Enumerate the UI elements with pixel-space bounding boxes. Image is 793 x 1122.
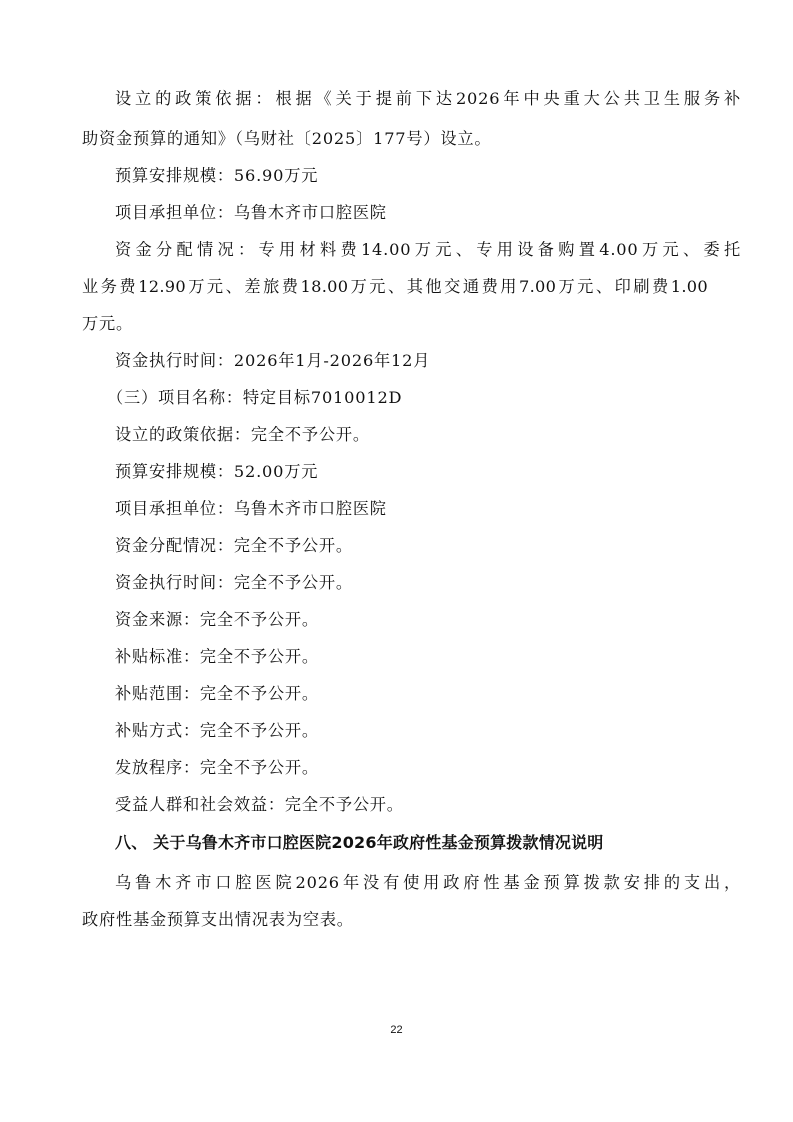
section-heading: 八、 关于乌鲁木齐市口腔医院2026年政府性基金预算拨款情况说明 [115, 833, 604, 852]
fund-allocation-line-2: 业务费12.90万元、差旅费18.00万元、其他交通费用7.00万元、印刷费1.00 [82, 277, 708, 296]
section-body-line-2: 政府性基金预算支出情况表为空表。 [82, 910, 354, 929]
project-title: （三）项目名称：特定目标7010012D [107, 388, 403, 407]
fund-allocation-line-1: 资金分配情况：专用材料费14.00万元、专用设备购置4.00万元、委托 [115, 240, 741, 259]
section-body-line-1: 乌鲁木齐市口腔医院2026年没有使用政府性基金预算拨款安排的支出， [115, 873, 741, 892]
subsidy-range: 补贴范围：完全不予公开。 [115, 684, 319, 703]
execution-time: 资金执行时间：2026年1月-2026年12月 [115, 351, 431, 370]
distribution-procedure: 发放程序：完全不予公开。 [115, 758, 319, 777]
subsidy-method: 补贴方式：完全不予公开。 [115, 721, 319, 740]
fund-allocation: 资金分配情况：完全不予公开。 [115, 536, 353, 555]
budget-scale: 预算安排规模：52.00万元 [115, 462, 319, 481]
policy-basis-line-2: 助资金预算的通知》（乌财社〔2025〕177号）设立。 [82, 129, 492, 148]
fund-allocation-line-3: 万元。 [82, 314, 133, 333]
subsidy-standard: 补贴标准：完全不予公开。 [115, 647, 319, 666]
execution-time: 资金执行时间：完全不予公开。 [115, 573, 353, 592]
project-unit: 项目承担单位：乌鲁木齐市口腔医院 [115, 499, 387, 518]
policy-basis-line-1: 设立的政策依据：根据《关于提前下达2026年中央重大公共卫生服务补 [115, 89, 741, 108]
budget-scale: 预算安排规模：56.90万元 [115, 166, 319, 185]
policy-basis: 设立的政策依据：完全不予公开。 [115, 425, 370, 444]
page-number: 22 [390, 1024, 403, 1036]
beneficiaries: 受益人群和社会效益：完全不予公开。 [115, 795, 404, 814]
fund-source: 资金来源：完全不予公开。 [115, 610, 319, 629]
project-unit: 项目承担单位：乌鲁木齐市口腔医院 [115, 203, 387, 222]
